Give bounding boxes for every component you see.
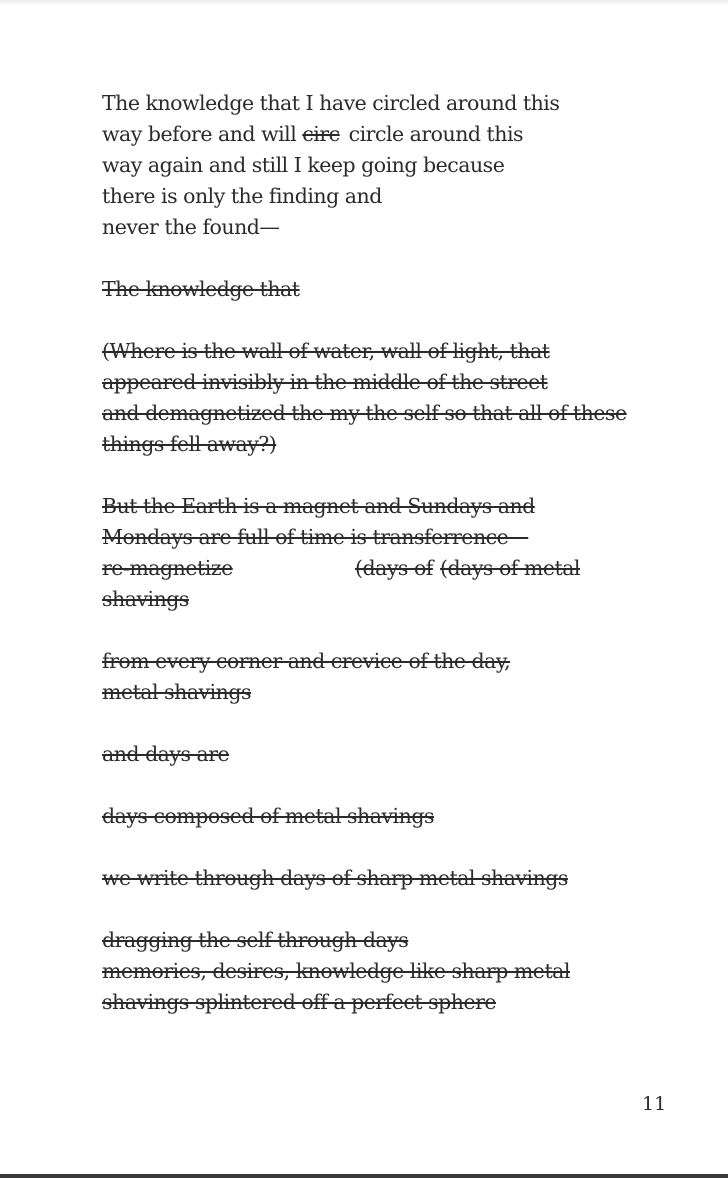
stanza-break (102, 615, 662, 646)
struck-line: memories, desires, knowledge like sharp metal (102, 959, 570, 983)
stanza-break (102, 894, 662, 925)
page-number: 11 (642, 1093, 667, 1115)
stanza-break (102, 460, 662, 491)
top-edge-shadow (0, 0, 728, 6)
bottom-edge-bar (0, 1174, 728, 1178)
struck-text: (days of (355, 556, 433, 580)
struck-line: But the Earth is a magnet and Sundays and (102, 494, 535, 518)
struck-line: dragging the self through days (102, 928, 409, 952)
poem-line: The knowledge that I have circled around this (102, 91, 560, 115)
struck-line: things fell away?) (102, 432, 277, 456)
struck-line: from every corner and crevice of the day, (102, 649, 511, 673)
struck-line: (Where is the wall of water, wall of light, that (102, 339, 550, 363)
struck-line: shavings (102, 587, 189, 611)
stanza-break (102, 832, 662, 863)
struck-line: days composed of metal shavings (102, 804, 434, 828)
stanza-break (102, 708, 662, 739)
struck-line: and days are (102, 742, 230, 766)
poem-line: way again and still I keep going because (102, 153, 505, 177)
struck-line: metal shavings (102, 680, 252, 704)
stanza-break (102, 243, 662, 274)
struck-text: circ (302, 122, 340, 146)
struck-text: re-magnetize (102, 556, 233, 580)
struck-line: Mondays are full of time is transferrence— (102, 525, 529, 549)
struck-line: The knowledge that (102, 277, 300, 301)
poem-body (102, 88, 662, 1018)
stanza-break (102, 770, 662, 801)
poem-line (102, 553, 662, 584)
stanza-break (102, 305, 662, 336)
struck-text: (days of metal (440, 556, 580, 580)
line-text: circle around this (348, 122, 524, 146)
poem-line (102, 119, 662, 150)
poem-line: never the found— (102, 215, 280, 239)
poem-line: there is only the finding and (102, 184, 382, 208)
struck-line: we write through days of sharp metal shavings (102, 866, 568, 890)
line-text: way before and will (102, 122, 303, 146)
struck-line: shavings splintered off a perfect sphere (102, 990, 497, 1014)
struck-line: and demagnetized the my the self so that all of these (102, 401, 627, 425)
struck-line: appeared invisibly in the middle of the street (102, 370, 548, 394)
